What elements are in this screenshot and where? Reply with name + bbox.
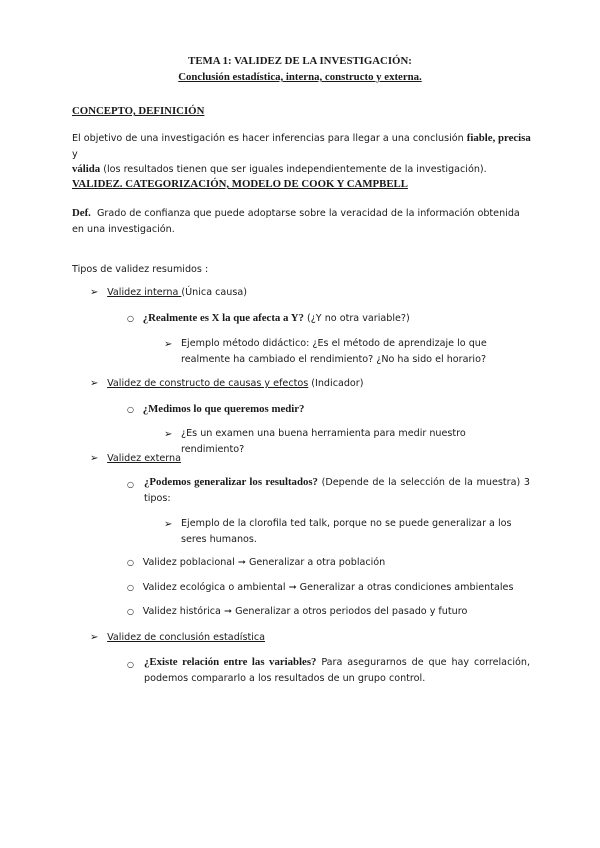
circle-bullet-icon: ○ [127,405,134,414]
title-text: TEMA 1: VALIDEZ DE LA INVESTIGACIÓN: [188,55,412,67]
circle-bullet-icon: ○ [127,480,134,489]
tipos-intro: Tipos de validez resumidos : [72,264,209,275]
circle-bullet-icon: ○ [127,660,134,669]
circle-bullet-icon: ○ [127,583,134,592]
arrow-bullet-icon: ➢ [164,339,173,350]
list-item-interna: ➢ Validez interna (Única causa) [90,287,247,298]
subtitle-text: Conclusión estadística, interna, constructo y externa. [178,71,422,83]
arrow-bullet-icon: ➢ [90,287,99,298]
sub-item-interna-question: ○ ¿Realmente es X la que afecta a Y? (¿Y no otra variable?) [127,312,410,324]
circle-bullet-icon: ○ [127,558,134,567]
sub-item-conclusion-question: ¿Existe relación entre las variables? Para asegurarnos de que hay correlación, podemos compararlo a los resultados de un grupo control. [144,656,531,684]
externa-type-historica: ○ Validez histórica ➞ Generalizar a otros periodos del pasado y futuro [127,606,468,617]
sub-item-constructo-question: ○ ¿Medimos lo que queremos medir? [127,403,305,415]
page-title [0,54,600,70]
arrow-bullet-icon: ➢ [90,453,99,464]
circle-bullet-icon: ○ [127,607,134,616]
externa-example: Ejemplo de la clorofila ted talk, porque no se puede generalizar a los seres humanos. [181,518,512,545]
constructo-example: ¿Es un examen una buena herramienta para medir nuestro rendimiento? [181,428,466,455]
arrow-bullet-icon: ➢ [164,429,173,440]
sub-item-externa-question: ¿Podemos generalizar los resultados? (Depende de la selección de la muestra) 3 tipos: [144,476,530,504]
list-item-constructo: ➢ Validez de constructo de causas y efectos (Indicador) [90,378,364,389]
section-heading-concepto: CONCEPTO, DEFINICIÓN [72,105,205,117]
section-heading-validez: VALIDEZ. CATEGORIZACIÓN, MODELO DE COOK Y CAMPBELL [72,178,408,190]
circle-bullet-icon: ○ [127,314,134,323]
arrow-bullet-icon: ➢ [90,378,99,389]
interna-example: Ejemplo método didáctico: ¿Es el método de aprendizaje lo que realmente ha cambiado el rendimiento? ¿No ha sido el horario? [181,338,487,365]
concepto-paragraph: El objetivo de una investigación es hacer inferencias para llegar a una conclusión fiable, precisa y válida (los resultados tienen que ser iguales independientemente de la investigación). [72,132,531,175]
list-item-conclusion: ➢ Validez de conclusión estadística [90,632,266,643]
list-item-externa: ➢ Validez externa [90,453,182,464]
definition-paragraph: Def. Grado de confianza que puede adoptarse sobre la veracidad de la información obtenida en una investigación. [72,207,520,235]
page-subtitle [0,70,600,86]
arrow-bullet-icon: ➢ [164,519,173,530]
externa-type-poblacional: ○ Validez poblacional ➞ Generalizar a otra población [127,557,386,568]
externa-type-ecologica: ○ Validez ecológica o ambiental ➞ Generalizar a otras condiciones ambientales [127,582,514,593]
arrow-bullet-icon: ➢ [90,632,99,643]
